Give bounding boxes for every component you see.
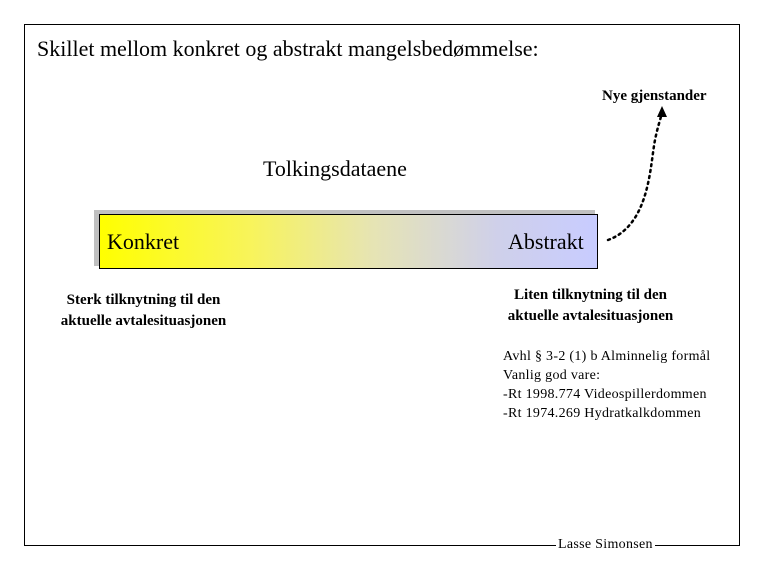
caption-left-line-2: aktuelle avtalesituasjonen xyxy=(60,313,227,329)
arrow-head xyxy=(657,106,667,117)
reference-line-1: Avhl § 3-2 (1) b Alminnelig formål xyxy=(503,349,711,364)
caption-right-line-1: Liten tilknytning til den xyxy=(514,287,667,303)
footer-rule-left xyxy=(24,545,548,546)
arrow-path xyxy=(608,112,662,240)
caption-left xyxy=(46,290,241,332)
reference-line-4: -Rt 1974.269 Hydratkalkdommen xyxy=(503,406,702,421)
bar-label-concrete: Konkret xyxy=(107,229,180,254)
reference-line-3: -Rt 1998.774 Videospillerdommen xyxy=(503,387,707,402)
slide-title: Skillet mellom konkret og abstrakt mangelsbedømmelse: xyxy=(37,36,539,61)
bar-label-abstract: Abstrakt xyxy=(508,229,584,254)
author-footer: Lasse Simonsen xyxy=(558,537,653,552)
interpretation-heading: Tolkingsdataene xyxy=(263,156,407,181)
footer-rule-right xyxy=(672,545,740,546)
caption-left-line-1: Sterk tilknytning til den xyxy=(66,292,221,308)
references-list xyxy=(503,347,710,423)
reference-line-2: Vanlig god vare: xyxy=(503,368,601,383)
new-items-label: Nye gjenstander xyxy=(602,88,707,104)
caption-right xyxy=(494,285,687,327)
caption-right-line-2: aktuelle avtalesituasjonen xyxy=(507,308,674,324)
